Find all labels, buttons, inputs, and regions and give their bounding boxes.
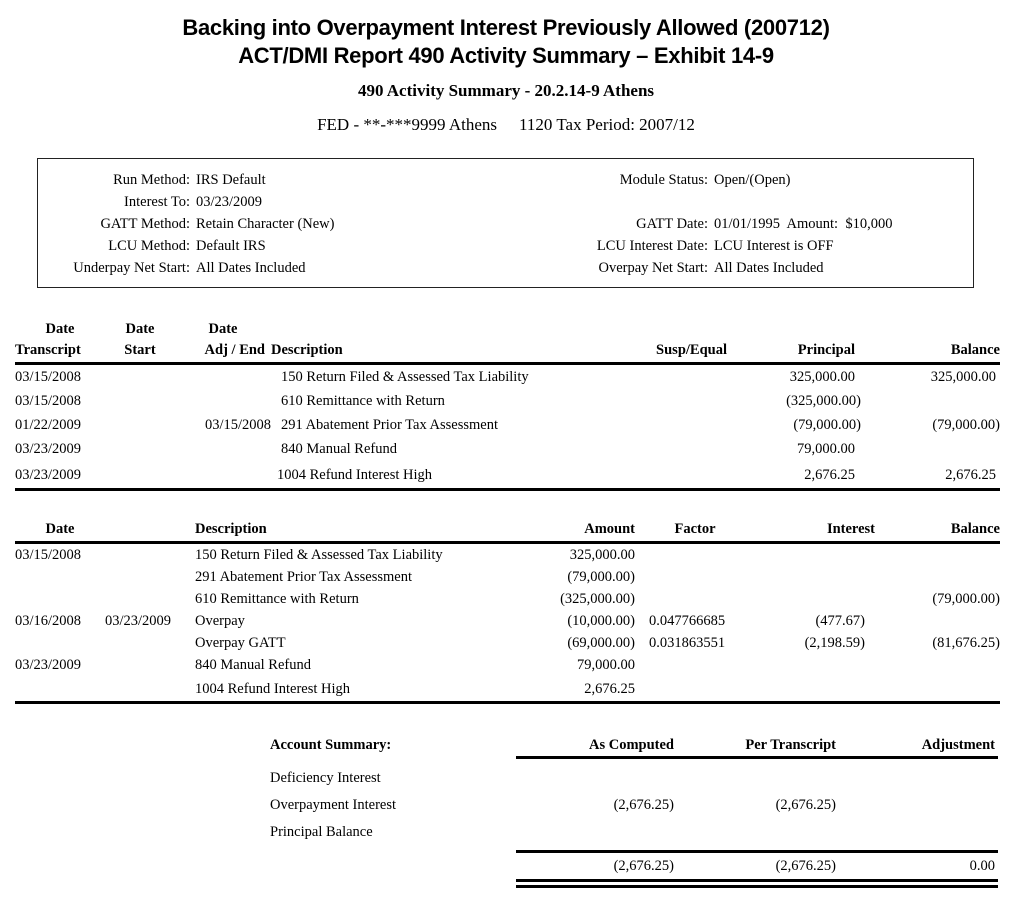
col-header-date-start: Date <box>125 321 155 337</box>
summary-deficiency-per-transcript <box>674 765 836 792</box>
cell-balance <box>875 543 1000 567</box>
table-row <box>15 364 1000 390</box>
summary-principal-adjustment <box>836 819 995 846</box>
col-header-balance: Balance <box>861 339 1000 364</box>
cell-date-start <box>105 413 175 437</box>
summary-label-deficiency-interest: Deficiency Interest <box>270 770 381 786</box>
setting-module-status <box>508 169 973 191</box>
col-header-date: Date <box>15 513 105 543</box>
table-row <box>15 610 1000 632</box>
cell-principal: 2,676.25 <box>731 461 861 490</box>
col-header-factor: Factor <box>635 513 755 543</box>
summary-total-per-transcript: (2,676.25) <box>775 858 836 874</box>
setting-label: LCU Method: <box>108 238 190 254</box>
cell-amount: 325,000.00 <box>569 547 635 563</box>
summary-total-spacer <box>270 853 516 879</box>
col-header-interest: Interest <box>755 513 875 543</box>
cell-factor <box>635 654 755 676</box>
summary-label-overpayment-interest: Overpayment Interest <box>270 797 397 813</box>
double-underline <box>516 885 998 888</box>
cell-date <box>15 588 105 610</box>
col-header-as-computed: As Computed <box>589 737 674 753</box>
setting-label: LCU Interest Date: <box>596 238 708 254</box>
summary-total-as-computed: (2,676.25) <box>613 858 674 874</box>
cell-date-transcript: 03/23/2009 <box>15 461 105 490</box>
cell-date-end <box>105 543 195 567</box>
setting-interest-to <box>38 191 508 213</box>
cell-balance <box>875 676 1000 703</box>
cell-description: 291 Abatement Prior Tax Assessment <box>195 569 413 585</box>
cell-balance <box>875 610 1000 632</box>
cell-date: 03/15/2008 <box>15 547 82 563</box>
cell-susp-equal <box>571 389 731 413</box>
cell-date-start <box>105 437 175 461</box>
settings-box <box>37 158 974 288</box>
cell-balance: 325,000.00 <box>930 369 996 385</box>
summary-overpayment-per-transcript: (2,676.25) <box>775 797 836 813</box>
col-header-per-transcript: Per Transcript <box>745 737 836 753</box>
cell-date <box>15 566 105 588</box>
setting-run-method <box>38 169 508 191</box>
col-header-balance: Balance <box>875 513 1000 543</box>
summary-total-row <box>270 853 998 879</box>
cell-date-transcript: 03/23/2009 <box>15 441 82 457</box>
summary-principal-as-computed <box>516 819 674 846</box>
setting-gatt-method <box>38 213 508 235</box>
cell-interest <box>755 588 875 610</box>
summary-principal-per-transcript <box>674 819 836 846</box>
cell-description: 150 Return Filed & Assessed Tax Liability <box>281 369 529 385</box>
setting-value: Open/(Open) <box>714 172 791 188</box>
cell-date-end <box>105 566 195 588</box>
interest-computation-table <box>15 513 1000 704</box>
table-row <box>15 632 1000 654</box>
col-header-description: Description <box>195 513 495 543</box>
setting-value: LCU Interest is OFF <box>714 238 834 254</box>
setting-gatt-date <box>508 213 973 235</box>
table-row <box>15 676 1000 703</box>
cell-amount: (79,000.00) <box>567 569 635 585</box>
cell-interest: (477.67) <box>815 613 865 629</box>
cell-date-transcript: 03/15/2008 <box>15 369 82 385</box>
summary-deficiency-adjustment <box>836 765 995 792</box>
cell-date-end <box>105 654 195 676</box>
cell-amount: (325,000.00) <box>560 591 635 607</box>
cell-balance <box>875 566 1000 588</box>
setting-value: 03/23/2009 <box>196 194 263 210</box>
col-header-date-transcript-2: Transcript <box>15 339 105 364</box>
cell-date-end <box>105 588 195 610</box>
cell-principal: 325,000.00 <box>789 369 855 385</box>
cell-description: 291 Abatement Prior Tax Assessment <box>281 417 499 433</box>
cell-amount: 79,000.00 <box>577 657 635 673</box>
setting-underpay-net-start <box>38 257 508 279</box>
cell-interest <box>755 566 875 588</box>
cell-amount: (69,000.00) <box>567 635 635 651</box>
cell-description: 150 Return Filed & Assessed Tax Liability <box>195 547 443 563</box>
cell-date-adj <box>175 437 271 461</box>
cell-date-adj <box>175 461 271 490</box>
cell-date-end <box>105 676 195 703</box>
col-header-adjustment: Adjustment <box>921 737 995 753</box>
cell-date-start <box>105 389 175 413</box>
col-header-susp-equal: Susp/Equal <box>571 339 731 364</box>
cell-factor <box>635 543 755 567</box>
cell-principal: (79,000.00) <box>793 417 861 433</box>
summary-row-overpayment-interest <box>270 792 998 819</box>
cell-date-adj <box>175 364 271 390</box>
cell-balance: (81,676.25) <box>932 635 1000 651</box>
tax-period: 1120 Tax Period: 2007/12 <box>519 115 695 134</box>
summary-deficiency-as-computed <box>516 765 674 792</box>
cell-balance: (79,000.00) <box>932 417 1000 433</box>
cell-description: 610 Remittance with Return <box>281 393 445 409</box>
cell-date <box>15 632 105 654</box>
table-row <box>15 566 1000 588</box>
cell-description: Overpay GATT <box>195 635 286 651</box>
cell-interest: (2,198.59) <box>804 635 865 651</box>
cell-description: 1004 Refund Interest High <box>195 676 495 703</box>
cell-description: 1004 Refund Interest High <box>271 461 571 490</box>
cell-date-transcript: 03/15/2008 <box>15 393 82 409</box>
cell-description: 840 Manual Refund <box>195 657 311 673</box>
cell-date-end <box>105 632 195 654</box>
cell-susp-equal <box>571 413 731 437</box>
setting-label: GATT Date: <box>636 216 708 232</box>
summary-row-deficiency-interest <box>270 765 998 792</box>
setting-value: Retain Character (New) <box>196 216 335 232</box>
cell-description: 610 Remittance with Return <box>195 591 359 607</box>
cell-description: 840 Manual Refund <box>281 441 397 457</box>
table-row <box>15 588 1000 610</box>
settings-right-column <box>508 169 973 279</box>
report-title-line2: ACT/DMI Report 490 Activity Summary – Exhibit 14-9 <box>238 43 774 68</box>
account-summary-title: Account Summary: <box>270 737 392 753</box>
cell-balance <box>875 654 1000 676</box>
col-header-date-adj-2: Adj / End <box>175 339 271 364</box>
table-row <box>15 543 1000 567</box>
cell-balance: (79,000.00) <box>932 591 1000 607</box>
cell-susp-equal <box>571 364 731 390</box>
settings-left-column <box>38 169 508 279</box>
cell-interest <box>755 654 875 676</box>
setting-label: Underpay Net Start: <box>73 260 190 276</box>
setting-value: IRS Default <box>196 172 266 188</box>
setting-lcu-interest-date <box>508 235 973 257</box>
col-header-principal: Principal <box>731 339 861 364</box>
cell-date: 03/16/2008 <box>15 613 82 629</box>
setting-label: Interest To: <box>124 194 190 210</box>
divider <box>516 756 998 759</box>
cell-balance: 2,676.25 <box>861 461 1000 490</box>
setting-label: Overpay Net Start: <box>598 260 708 276</box>
cell-factor: 0.047766685 <box>649 613 726 629</box>
cell-interest <box>755 676 875 703</box>
cell-principal: 79,000.00 <box>797 441 855 457</box>
table-row <box>15 389 1000 413</box>
cell-factor: 0.031863551 <box>649 635 726 651</box>
table-row <box>15 413 1000 437</box>
cell-susp-equal <box>571 461 731 490</box>
setting-value: 01/01/1995 Amount: $10,000 <box>714 216 893 232</box>
col-header-description: Description <box>271 339 571 364</box>
cell-date-transcript: 01/22/2009 <box>15 417 82 433</box>
cell-factor <box>635 566 755 588</box>
table-row <box>15 654 1000 676</box>
cell-susp-equal <box>571 437 731 461</box>
summary-overpayment-adjustment <box>836 792 995 819</box>
col-header-date-adj: Date <box>208 321 238 337</box>
setting-value: All Dates Included <box>196 260 306 276</box>
double-underline <box>516 879 998 882</box>
cell-date-end: 03/23/2009 <box>105 613 172 629</box>
cell-factor <box>635 676 755 703</box>
cell-balance <box>861 437 1000 461</box>
report-header <box>0 0 1012 136</box>
col-header-date-start-2: Start <box>105 339 175 364</box>
col-header-date-transcript: Date <box>45 321 75 337</box>
table-row <box>15 461 1000 490</box>
col-header-amount: Amount <box>495 513 635 543</box>
setting-value: Default IRS <box>196 238 266 254</box>
cell-date <box>15 676 105 703</box>
cell-factor <box>635 588 755 610</box>
setting-label: Module Status: <box>619 172 708 188</box>
cell-date-adj <box>175 389 271 413</box>
taxpayer-id: FED - **-***9999 Athens <box>317 115 498 134</box>
cell-balance <box>861 389 1000 413</box>
account-summary-header-row <box>270 734 998 756</box>
cell-principal: (325,000.00) <box>786 393 861 409</box>
report-title-line1: Backing into Overpayment Interest Previously Allowed (200712) <box>182 15 830 40</box>
cell-date-adj: 03/15/2008 <box>204 417 271 433</box>
setting-lcu-method <box>38 235 508 257</box>
report-subtitle: 490 Activity Summary - 20.2.14-9 Athens <box>357 81 655 100</box>
cell-amount: (10,000.00) <box>567 613 635 629</box>
summary-total-adjustment: 0.00 <box>969 858 995 874</box>
cell-date-start <box>105 364 175 390</box>
table-row <box>15 437 1000 461</box>
summary-label-principal-balance: Principal Balance <box>270 824 373 840</box>
setting-value: All Dates Included <box>714 260 824 276</box>
account-summary <box>270 734 998 888</box>
cell-interest <box>755 543 875 567</box>
taxpayer-line <box>0 114 1012 136</box>
summary-row-principal-balance <box>270 819 998 846</box>
setting-label: Run Method: <box>113 172 190 188</box>
cell-amount: 2,676.25 <box>495 676 635 703</box>
cell-date-start <box>105 461 175 490</box>
summary-overpayment-as-computed: (2,676.25) <box>613 797 674 813</box>
setting-overpay-net-start <box>508 257 973 279</box>
setting-label: GATT Method: <box>100 216 190 232</box>
transcript-table <box>15 318 1000 491</box>
cell-description: Overpay <box>195 613 245 629</box>
cell-date: 03/23/2009 <box>15 657 82 673</box>
